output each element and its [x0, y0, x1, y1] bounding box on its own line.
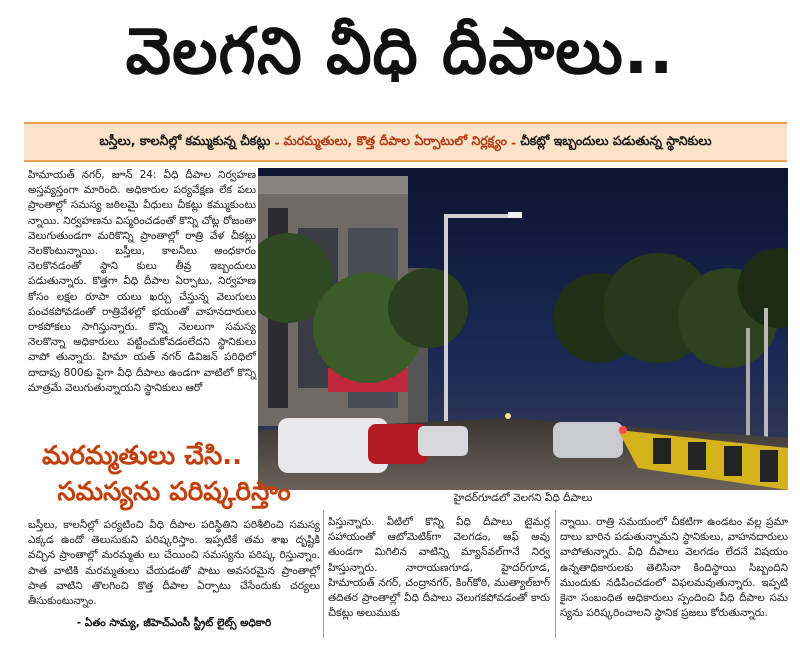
article-column-3: పిస్తున్నారు. వీటిలో కొన్ని వీధి దీపాలు టైమర్ల సహాయంతో ఆటోమెటిక్‌గా వెలగడం, ఆఫ్ అవు తుండగా మిగిలిన వాటిన్ని మ్యాన్‌వల్‌గానే నిర్వ హిస్తున్నారు. నారాయణగూడ, హైదర్‌గూడ, హిమాయత్ నగర్, చంద్రానగర్, కింగ్‌కోఠి, ముత్యాల్‌బాగ్ తదితర ప్రాంతాల్లో వీధి దీపాలు వెలుగకపోవడంతో కారు చీకట్లు అలుముకు	[328, 516, 550, 620]
strap-separator: -	[511, 134, 517, 150]
subhead-line-1: మరమ్మతులు చేసి..	[41, 441, 243, 471]
column-divider	[555, 510, 556, 638]
article-column-1: హిమాయత్ నగర్, జూన్ 24: వీధి దీపాల నిర్వహణ అస్తవ్యస్తంగా మారింది. అధికారుల పర్యవేక్షణ లేక పలు ప్రాంతాల్లో సమస్య జఠిలమై వీధులు చీకట్లు కమ్ముకుంటు న్నాయి. నిర్వహణను విస్మరించడంతో కొన్ని చోట్ల రోజంతా వెలుగుతుండగా మరికొన్ని ప్రాంతాల్లో రాత్రి వేళ చీకట్లు నెలకొంటున్నాయి. బస్తీలు, కాలనీలు అంధకారం నెలకొనడంతో స్థాని కులు తీవ్ర ఇబ్బందులు పడుతున్నారు. కొత్తగా వీధి దీపాల ఏర్పాటు, నిర్వహణ కోసం లక్షల రూపా యలు ఖర్చు చేస్తున్న వెలుగులు పంచకపోవడంతో రాత్రివేళల్లో భయంతో వాహనదారులు రాకపోకలు సాగిస్తున్నారు. కొన్ని నెలలుగా సమస్య నెలకొన్నా అధికారులు పట్టించుకోవడంలేదని స్థానికులు వాపో తున్నారు. హిమా యత్ నగర్ డివిజన్ పరిధిలో దాదాపు 800కు పైగా వీధి దీపాలు ఉండగా వాటిలో కొన్ని మాత్రమే వెలుగుతున్నాయని స్థానికులు ఆరో	[28, 169, 256, 394]
strap-part-2: మరమ్మతులు, కొత్త దీపాల ఏర్పాటులో నిర్లక్ష్యం	[283, 132, 507, 148]
photo-caption: హైదర్‌గూడలో వెలగని వీధి దీపాలు	[453, 492, 593, 504]
column-divider	[323, 510, 324, 638]
strap-part-1: బస్తీలు, కాలనీల్లో కమ్ముకున్న చీకట్లు	[99, 132, 271, 148]
article-column-4: న్నాయి. రాత్రి సమయంలో చీకటిగా ఉండటం వల్ల ప్రమా దాలు బారిన పడుతున్నామని స్థానికులు, వాహనదారులు వాపోతున్నారు. వీధి దీపాలు వెలగడం లేదనే విషయం ఉన్నతాధికారులకు తెలిసినా కిందిస్థాయి సిబ్బందిని ముందుకు నడిపించడంలో విఫలమవుతున్నారు. ఇప్పటి కైనా సంబంధిత అధికారులు స్పందించి వీధి దీపాల సమ స్యను పరిష్కరించాలని స్థానిక ప్రజలు కోరుతున్నారు.	[560, 516, 788, 620]
subhead-line-2: సమస్యను పరిష్కరిస్తాం	[57, 477, 291, 507]
headline: వెలగని వీధి దీపాలు..	[125, 14, 675, 89]
quote-text: బస్తీలు, కాలనీల్లో పర్యటించి వీధి దీపాల పరిస్థితిని పరిశీలించి సమస్య ఎక్కడ ఉందో తెలుసుకుని పరిష్కరిస్తాం. ఇప్పటికే తమ శాఖ దృష్టికి వచ్చిన ప్రాంతాల్లో మరమ్మతు లు చేయించి సమస్యను పరిష్క రిస్తున్నాం. పాత వాటికి మరమ్మతులు చేయడంతో పాటు అవసరమైన ప్రాంతాల్లో పాత వాటిని తొలగించి కొత్త దీపాల ఏర్పాటు చేసేందుకు చర్యలు తీసుకుంటున్నాం.	[28, 519, 320, 608]
street-night-photo	[258, 168, 788, 490]
attribution: - ఏతం సామ్య, జీహెచ్ఎంసీ స్ట్రీట్ లైట్స్ అధికారి	[76, 617, 272, 629]
strap-part-3: చీకట్లో ఇబ్బందులు పడుతున్న స్థానికులు	[520, 132, 712, 148]
strap-separator: -	[274, 134, 280, 150]
strapline	[24, 122, 787, 162]
